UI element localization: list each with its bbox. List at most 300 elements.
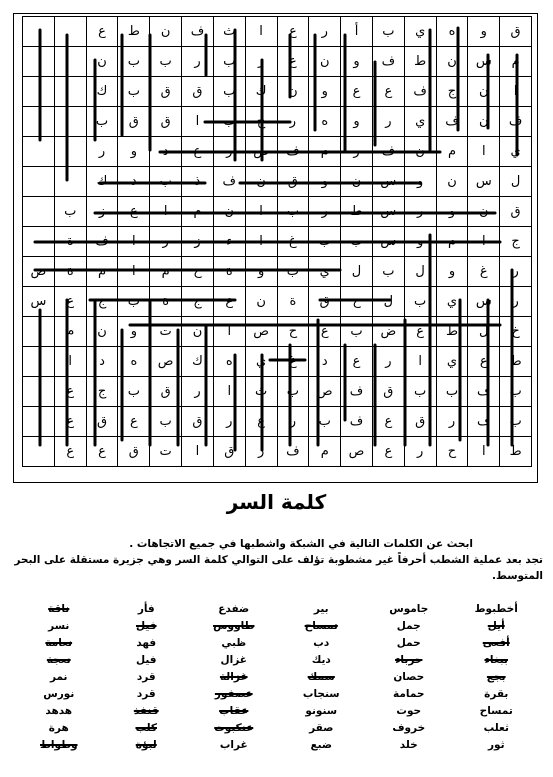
word-item: ناقة [48, 602, 70, 615]
word-item: طاووس [213, 619, 255, 632]
grid-cell: ي [436, 347, 468, 377]
grid-cell: ر [182, 47, 214, 77]
word-item: خروف [392, 721, 426, 734]
grid-row [23, 17, 532, 47]
grid-cell: ة [277, 287, 309, 317]
word-item: حمامة [393, 687, 425, 700]
grid-cell [23, 17, 55, 47]
grid-cell: ض [372, 317, 404, 347]
grid-cell: و [309, 167, 341, 197]
grid-cell: ع [54, 437, 86, 467]
word-item: وطواط [39, 738, 78, 751]
grid-cell: ا [404, 347, 436, 377]
grid-cell: ف [213, 167, 245, 197]
grid-cell: ب [277, 197, 309, 227]
grid-row [23, 407, 532, 437]
grid-cell: ر [372, 347, 404, 377]
grid-row [23, 437, 532, 467]
word-item: صقر [309, 721, 334, 734]
grid-cell: ب [118, 377, 150, 407]
instruction-line-1: ابحث عن الكلمات التالية في الشبكة واشطبها في جميع الاتجاهات . [129, 538, 473, 550]
grid-cell: ف [86, 227, 118, 257]
grid-cell: ر [341, 137, 373, 167]
word-item: أخطبوط [474, 602, 518, 615]
grid-cell: ف [372, 137, 404, 167]
word-item: حصان [393, 670, 425, 683]
grid-cell: ء [213, 227, 245, 257]
word-item: بقرة [484, 687, 509, 700]
word-item: حمل [396, 636, 421, 649]
letter-grid [22, 16, 532, 467]
word-item: سمك [307, 670, 335, 683]
grid-cell: ن [245, 287, 277, 317]
grid-cell: ر [245, 437, 277, 467]
grid-cell: ق [277, 167, 309, 197]
word-item: تمساح [479, 704, 513, 717]
grid-row [23, 257, 532, 287]
grid-cell: ي [309, 257, 341, 287]
grid-cell: ي [500, 137, 532, 167]
grid-cell: م [436, 227, 468, 257]
grid-cell: غ [277, 227, 309, 257]
word-item: جاموس [389, 602, 429, 615]
grid-cell: ب [404, 377, 436, 407]
grid-cell: ف [277, 137, 309, 167]
grid-cell: ق [150, 77, 182, 107]
word-item: فهد [136, 636, 157, 649]
grid-cell: ن [150, 17, 182, 47]
grid-cell: ع [341, 77, 373, 107]
grid-cell: ل [468, 317, 500, 347]
grid-cell: ع [54, 407, 86, 437]
page-title: كلمة السر [226, 490, 327, 514]
grid-cell: ن [213, 197, 245, 227]
grid-cell: ن [341, 167, 373, 197]
word-item: غزالة [219, 670, 248, 683]
grid-cell: د [309, 347, 341, 377]
grid-cell: و [404, 227, 436, 257]
grid-cell: م [309, 137, 341, 167]
grid-cell: ق [404, 407, 436, 437]
grid-cell: ل [404, 257, 436, 287]
grid-cell: ع [372, 77, 404, 107]
grid-cell: ا [213, 317, 245, 347]
grid-cell: ب [372, 257, 404, 287]
grid-cell: س [23, 287, 55, 317]
word-item: أفعى [482, 636, 510, 649]
grid-cell: ي [436, 287, 468, 317]
grid-cell: ر [213, 137, 245, 167]
word-item: خلد [399, 738, 418, 751]
grid-cell: ب [54, 197, 86, 227]
grid-cell: ت [150, 437, 182, 467]
grid-cell: ع [54, 377, 86, 407]
grid-cell: و [341, 47, 373, 77]
grid-cell: ت [150, 317, 182, 347]
grid-cell: ع [182, 137, 214, 167]
word-item: نورس [43, 687, 75, 700]
grid-cell: غ [468, 257, 500, 287]
grid-cell: ق [118, 437, 150, 467]
grid-cell [23, 407, 55, 437]
grid-cell: ب [372, 17, 404, 47]
grid-cell: ع [372, 437, 404, 467]
grid-cell: ر [500, 257, 532, 287]
grid-cell [23, 347, 55, 377]
grid-cell: ا [213, 377, 245, 407]
word-item: نعامة [45, 636, 73, 649]
grid-cell: ع [213, 287, 245, 317]
grid-cell: ث [245, 377, 277, 407]
grid-cell: ر [372, 107, 404, 137]
grid-cell: ك [245, 77, 277, 107]
grid-cell: ر [182, 377, 214, 407]
grid-cell: غ [277, 347, 309, 377]
grid-cell: و [341, 107, 373, 137]
grid-cell: س [372, 227, 404, 257]
grid-cell: ي [245, 347, 277, 377]
word-item: فيل [135, 619, 157, 632]
grid-cell: ج [86, 287, 118, 317]
grid-cell: و [436, 197, 468, 227]
grid-row [23, 197, 532, 227]
grid-cell: ة [150, 287, 182, 317]
word-item: بجع [486, 670, 506, 683]
grid-row [23, 107, 532, 137]
grid-cell: ح [182, 257, 214, 287]
grid-cell: ر [150, 227, 182, 257]
grid-cell: ج [182, 287, 214, 317]
grid-cell: و [245, 257, 277, 287]
grid-cell: ن [309, 47, 341, 77]
grid-cell: ز [182, 227, 214, 257]
grid-cell: ب [309, 407, 341, 437]
grid-cell: و [309, 77, 341, 107]
grid-row [23, 227, 532, 257]
word-item: تمساح [304, 619, 338, 632]
grid-cell: ب [118, 287, 150, 317]
grid-cell: ق [500, 197, 532, 227]
grid-cell: ط [404, 47, 436, 77]
grid-cell: ر [277, 107, 309, 137]
grid-cell: ب [500, 407, 532, 437]
grid-cell: ق [118, 107, 150, 137]
grid-cell: ر [309, 197, 341, 227]
grid-row [23, 77, 532, 107]
grid-cell [23, 107, 55, 137]
grid-cell: ق [213, 437, 245, 467]
grid-cell: ع [372, 407, 404, 437]
grid-row [23, 377, 532, 407]
grid-cell: ا [468, 137, 500, 167]
word-item: ثعلب [483, 721, 509, 734]
grid-cell: ف [341, 377, 373, 407]
grid-cell: ر [404, 197, 436, 227]
grid-cell: ه [213, 347, 245, 377]
grid-cell: ا [245, 197, 277, 227]
word-item: نعجة [46, 653, 71, 666]
grid-cell: ي [404, 107, 436, 137]
grid-cell: خ [500, 317, 532, 347]
word-item: أيل [487, 619, 505, 632]
grid-cell: ق [182, 77, 214, 107]
grid-cell: س [468, 47, 500, 77]
grid-cell: ص [23, 257, 55, 287]
word-item: غراب [219, 738, 248, 751]
grid-cell: م [436, 137, 468, 167]
grid-cell: ب [213, 47, 245, 77]
grid-cell: ث [213, 17, 245, 47]
word-item: سنجاب [302, 687, 340, 700]
grid-cell: و [118, 137, 150, 167]
grid-cell: ا [245, 227, 277, 257]
grid-cell: ج [500, 227, 532, 257]
word-row [15, 634, 540, 651]
grid-cell: م [309, 437, 341, 467]
grid-cell: ل [341, 257, 373, 287]
grid-cell: ص [150, 347, 182, 377]
grid-cell [23, 197, 55, 227]
grid-cell: ع [118, 407, 150, 437]
word-item: جمل [396, 619, 421, 632]
grid-cell: ر [500, 287, 532, 317]
word-item: لبؤة [135, 738, 157, 751]
grid-cell: ب [341, 227, 373, 257]
grid-cell: ط [500, 437, 532, 467]
grid-cell [23, 317, 55, 347]
word-item: فيل [135, 653, 157, 666]
word-item: ضبع [310, 738, 333, 751]
grid-cell: ع [341, 347, 373, 377]
grid-cell: ا [245, 17, 277, 47]
grid-cell [54, 17, 86, 47]
word-item: هدهد [45, 704, 73, 717]
grid-cell: ج [436, 77, 468, 107]
grid-cell: ح [277, 317, 309, 347]
grid-cell: ب [86, 107, 118, 137]
grid-cell: ك [86, 77, 118, 107]
grid-cell: ق [372, 377, 404, 407]
grid-cell [54, 167, 86, 197]
grid-cell: ف [500, 107, 532, 137]
grid-cell: ن [86, 47, 118, 77]
grid-cell [54, 47, 86, 77]
grid-cell: س [468, 167, 500, 197]
grid-cell: ق [182, 407, 214, 437]
grid-cell: ص [245, 317, 277, 347]
grid-row [23, 317, 532, 347]
grid-cell: ط [341, 197, 373, 227]
grid-cell [54, 137, 86, 167]
grid-cell: د [150, 137, 182, 167]
grid-cell [23, 227, 55, 257]
grid-row [23, 287, 532, 317]
grid-cell: ف [182, 17, 214, 47]
grid-cell: ب [341, 317, 373, 347]
grid-cell: ل [500, 167, 532, 197]
grid-cell: ر [245, 47, 277, 77]
grid-cell: م [54, 317, 86, 347]
grid-cell: ر [404, 437, 436, 467]
grid-cell [23, 77, 55, 107]
grid-cell: ا [468, 437, 500, 467]
grid-cell [23, 167, 55, 197]
word-row [15, 668, 540, 685]
grid-cell: ف [436, 107, 468, 137]
grid-cell [54, 77, 86, 107]
grid-cell: ع [118, 197, 150, 227]
word-item: عنكبوت [214, 721, 254, 734]
word-item: ضفدع [218, 602, 250, 615]
grid-cell: ط [436, 317, 468, 347]
grid-cell: ا [182, 437, 214, 467]
word-row [15, 702, 540, 719]
grid-row [23, 167, 532, 197]
grid-cell: ا [500, 77, 532, 107]
grid-row [23, 47, 532, 77]
grid-cell: ب [118, 77, 150, 107]
word-item: قرد [136, 670, 156, 683]
grid-cell: ن [404, 137, 436, 167]
grid-cell: ل [372, 287, 404, 317]
grid-cell: ة [54, 227, 86, 257]
grid-cell: ب [150, 407, 182, 437]
grid-cell: ن [277, 77, 309, 107]
grid-cell: ف [341, 407, 373, 437]
grid-cell: س [372, 167, 404, 197]
grid-cell: ة [54, 257, 86, 287]
grid-cell: ب [500, 377, 532, 407]
grid-cell: ف [404, 77, 436, 107]
grid-cell: ن [468, 107, 500, 137]
grid-cell: ح [341, 287, 373, 317]
grid-cell: ي [404, 17, 436, 47]
grid-cell [23, 137, 55, 167]
grid-row [23, 137, 532, 167]
grid-cell: ا [150, 197, 182, 227]
word-item: بير [313, 602, 329, 615]
grid-cell: ف [277, 437, 309, 467]
word-row [15, 736, 540, 753]
grid-cell: ض [245, 137, 277, 167]
grid-cell: ع [54, 287, 86, 317]
grid-cell: ن [468, 77, 500, 107]
grid-cell: ع [404, 317, 436, 347]
grid-cell: ق [500, 17, 532, 47]
grid-cell: ن [468, 197, 500, 227]
instruction-line-2: تجد بعد عملية الشطب أحرفاً غير مشطوبة تؤلف على التوالي كلمة السر وهي جزيرة مستقلة على البحر المتوسط. [14, 554, 543, 582]
grid-cell: م [86, 257, 118, 287]
word-row [15, 719, 540, 736]
grid-cell: ع [277, 17, 309, 47]
grid-cell: د [86, 347, 118, 377]
grid-cell: ة [213, 257, 245, 287]
grid-cell: ب [277, 257, 309, 287]
grid-cell: ب [436, 377, 468, 407]
grid-cell: ق [150, 377, 182, 407]
grid-cell: ب [213, 107, 245, 137]
word-row [15, 651, 540, 668]
grid-cell: ع [86, 437, 118, 467]
grid-cell: ج [245, 107, 277, 137]
grid-cell: ر [86, 137, 118, 167]
word-item: نسر [48, 619, 70, 632]
grid-cell: ن [436, 167, 468, 197]
word-item: كلب [135, 721, 157, 734]
grid-cell [23, 377, 55, 407]
grid-cell: ذ [182, 167, 214, 197]
word-item: سنونو [305, 704, 338, 717]
grid-cell: ب [150, 167, 182, 197]
grid-cell: ه [118, 347, 150, 377]
grid-cell: س [372, 197, 404, 227]
word-item: هرة [48, 721, 69, 734]
word-list [15, 600, 540, 753]
word-item: ببغاء [484, 653, 508, 666]
grid-cell: ر [436, 407, 468, 437]
grid-cell: م [182, 197, 214, 227]
grid-cell: ع [277, 47, 309, 77]
grid-cell: ق [86, 407, 118, 437]
grid-cell: ب [404, 287, 436, 317]
grid-cell: ف [468, 377, 500, 407]
word-item: ديك [311, 653, 331, 666]
grid-cell: ق [309, 287, 341, 317]
grid-cell: ا [118, 257, 150, 287]
word-item: غزال [220, 653, 247, 666]
word-item: دب [313, 636, 330, 649]
grid-cell: و [118, 317, 150, 347]
grid-cell: و [404, 167, 436, 197]
word-item: قرد [136, 687, 156, 700]
grid-cell: ف [468, 407, 500, 437]
grid-cell: ط [500, 347, 532, 377]
grid-cell: م [500, 47, 532, 77]
grid-cell: ر [213, 407, 245, 437]
word-row [15, 617, 540, 634]
grid-cell: ع [86, 17, 118, 47]
grid-cell: ص [341, 437, 373, 467]
word-item: فأر [137, 602, 155, 615]
grid-cell: و [436, 257, 468, 287]
grid-cell: ا [54, 347, 86, 377]
word-item: ثور [487, 738, 505, 751]
word-row [15, 600, 540, 617]
grid-cell [54, 107, 86, 137]
grid-cell: ز [86, 197, 118, 227]
grid-cell: ب [277, 377, 309, 407]
grid-cell: ن [245, 167, 277, 197]
grid-cell: ص [309, 377, 341, 407]
word-item: ظبي [221, 636, 247, 649]
grid-cell: ق [150, 107, 182, 137]
grid-cell: ب [309, 227, 341, 257]
grid-cell: ب [150, 47, 182, 77]
grid-cell: أ [341, 17, 373, 47]
grid-cell: ف [372, 47, 404, 77]
grid-cell: ه [436, 17, 468, 47]
grid-cell: ط [118, 17, 150, 47]
grid-cell: ن [182, 317, 214, 347]
word-item: عقاب [219, 704, 249, 717]
grid-cell: ع [245, 407, 277, 437]
grid-cell: ح [436, 437, 468, 467]
grid-cell: م [150, 257, 182, 287]
word-item: عصفور [214, 687, 253, 700]
grid-cell: ب [213, 77, 245, 107]
grid-cell: ن [436, 47, 468, 77]
grid-cell: ر [277, 407, 309, 437]
